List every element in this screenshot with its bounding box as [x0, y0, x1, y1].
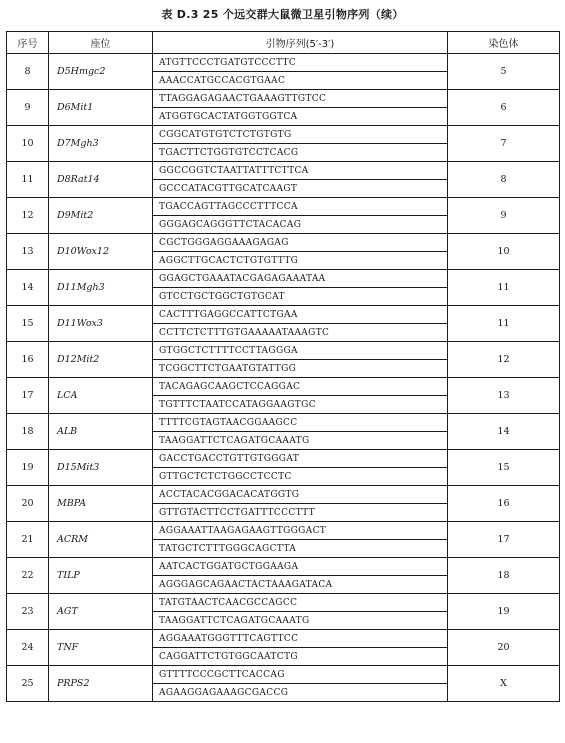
row-index: 14	[7, 270, 49, 306]
forward-primer: CACTTTGAGGCCATTCTGAA	[153, 306, 448, 324]
row-chromosome: X	[448, 666, 560, 702]
forward-primer: AATCACTGGATGCTGGAAGA	[153, 558, 448, 576]
table-row	[7, 90, 560, 108]
row-locus: D6Mit1	[49, 90, 153, 126]
reverse-primer: AGAAGGAGAAAGCGACCG	[153, 684, 448, 702]
row-index: 12	[7, 198, 49, 234]
row-locus: TILP	[49, 558, 153, 594]
forward-primer: GGAGCTGAAATACGAGAGAAATAA	[153, 270, 448, 288]
row-index: 10	[7, 126, 49, 162]
row-locus: D5Hmgc2	[49, 54, 153, 90]
header-index: 序号	[7, 32, 49, 54]
row-chromosome: 13	[448, 378, 560, 414]
header-chromosome: 染色体	[448, 32, 560, 54]
reverse-primer: AGGGAGCAGAACTACTAAAGATACA	[153, 576, 448, 594]
row-chromosome: 9	[448, 198, 560, 234]
row-chromosome: 17	[448, 522, 560, 558]
table-row	[7, 234, 560, 252]
row-index: 8	[7, 54, 49, 90]
row-index: 24	[7, 630, 49, 666]
row-chromosome: 10	[448, 234, 560, 270]
table-row	[7, 342, 560, 360]
table-row	[7, 270, 560, 288]
row-locus: ACRM	[49, 522, 153, 558]
row-index: 19	[7, 450, 49, 486]
table-row	[7, 378, 560, 396]
row-index: 20	[7, 486, 49, 522]
reverse-primer: GTTGTACTTCCTGATTTCCCTTT	[153, 504, 448, 522]
forward-primer: GTGGCTCTTTTCCTTAGGGA	[153, 342, 448, 360]
row-index: 23	[7, 594, 49, 630]
table-row	[7, 306, 560, 324]
row-chromosome: 15	[448, 450, 560, 486]
row-locus: D8Rat14	[49, 162, 153, 198]
reverse-primer: TAAGGATTCTCAGATGCAAATG	[153, 432, 448, 450]
row-index: 11	[7, 162, 49, 198]
table-row	[7, 54, 560, 72]
row-chromosome: 12	[448, 342, 560, 378]
row-index: 17	[7, 378, 49, 414]
table-body	[7, 54, 560, 702]
forward-primer: TTTTCGTAGTAACGGAAGCC	[153, 414, 448, 432]
row-locus: D11Mgh3	[49, 270, 153, 306]
row-index: 13	[7, 234, 49, 270]
header-row	[7, 32, 560, 54]
row-locus: D9Mit2	[49, 198, 153, 234]
reverse-primer: TGACTTCTGGTGTCCTCACG	[153, 144, 448, 162]
header-locus: 座位	[49, 32, 153, 54]
row-chromosome: 5	[448, 54, 560, 90]
row-chromosome: 19	[448, 594, 560, 630]
forward-primer: TTAGGAGAGAACTGAAAGTTGTCC	[153, 90, 448, 108]
reverse-primer: GCCCATACGTTGCATCAAGT	[153, 180, 448, 198]
table-row	[7, 666, 560, 684]
forward-primer: ATGTTCCCTGATGTCCCTTC	[153, 54, 448, 72]
reverse-primer: TATGCTCTTTGGGCAGCTTA	[153, 540, 448, 558]
table-row	[7, 198, 560, 216]
row-chromosome: 18	[448, 558, 560, 594]
forward-primer: TGACCAGTTAGCCCTTTCCA	[153, 198, 448, 216]
reverse-primer: AGGCTTGCACTCTGTGTTTG	[153, 252, 448, 270]
row-index: 21	[7, 522, 49, 558]
row-chromosome: 16	[448, 486, 560, 522]
row-locus: MBPA	[49, 486, 153, 522]
table-row	[7, 162, 560, 180]
row-locus: D12Mit2	[49, 342, 153, 378]
row-chromosome: 11	[448, 270, 560, 306]
primer-table	[6, 31, 560, 702]
row-chromosome: 14	[448, 414, 560, 450]
table-row	[7, 486, 560, 504]
forward-primer: ACCTACACGGACACATGGTG	[153, 486, 448, 504]
forward-primer: AGGAAATTAAGAGAAGTTGGGACT	[153, 522, 448, 540]
forward-primer: TATGTAACTCAACGCCAGCC	[153, 594, 448, 612]
row-chromosome: 6	[448, 90, 560, 126]
row-locus: AGT	[49, 594, 153, 630]
reverse-primer: AAACCATGCCACGTGAAC	[153, 72, 448, 90]
row-index: 22	[7, 558, 49, 594]
header-sequence: 引物序列(5′-3′)	[153, 32, 448, 54]
table-row	[7, 126, 560, 144]
forward-primer: GTTTTCCCGCTTCACCAG	[153, 666, 448, 684]
forward-primer: CGCTGGGAGGAAAGAGAG	[153, 234, 448, 252]
reverse-primer: TCGGCTTCTGAATGTATTGG	[153, 360, 448, 378]
row-locus: D10Wox12	[49, 234, 153, 270]
reverse-primer: GTCCTGCTGGCTGTGCAT	[153, 288, 448, 306]
row-index: 18	[7, 414, 49, 450]
row-locus: D11Wox3	[49, 306, 153, 342]
forward-primer: AGGAAATGGGTTTCAGTTCC	[153, 630, 448, 648]
row-index: 25	[7, 666, 49, 702]
row-locus: LCA	[49, 378, 153, 414]
table-row	[7, 594, 560, 612]
forward-primer: GGCCGGTCTAATTATTTCTTCA	[153, 162, 448, 180]
forward-primer: CGGCATGTGTCTCTGTGTG	[153, 126, 448, 144]
row-index: 15	[7, 306, 49, 342]
forward-primer: GACCTGACCTGTTGTGGGAT	[153, 450, 448, 468]
row-locus: ALB	[49, 414, 153, 450]
reverse-primer: CCTTCTCTTTGTGAAAAATAAAGTC	[153, 324, 448, 342]
row-locus: TNF	[49, 630, 153, 666]
row-locus: D15Mit3	[49, 450, 153, 486]
reverse-primer: GTTGCTCTCTGGCCTCCTC	[153, 468, 448, 486]
reverse-primer: TGTTTCTAATCCATAGGAAGTGC	[153, 396, 448, 414]
table-row	[7, 414, 560, 432]
row-locus: PRPS2	[49, 666, 153, 702]
reverse-primer: GGGAGCAGGGTTCTACACAG	[153, 216, 448, 234]
row-index: 9	[7, 90, 49, 126]
table-row	[7, 522, 560, 540]
row-index: 16	[7, 342, 49, 378]
row-chromosome: 8	[448, 162, 560, 198]
row-chromosome: 7	[448, 126, 560, 162]
table-row	[7, 450, 560, 468]
reverse-primer: CAGGATTCTGTGGCAATCTG	[153, 648, 448, 666]
table-row	[7, 558, 560, 576]
reverse-primer: ATGGTGCACTATGGTGGTCA	[153, 108, 448, 126]
row-chromosome: 20	[448, 630, 560, 666]
row-chromosome: 11	[448, 306, 560, 342]
forward-primer: TACAGAGCAAGCTCCAGGAC	[153, 378, 448, 396]
reverse-primer: TAAGGATTCTCAGATGCAAATG	[153, 612, 448, 630]
table-caption: 表 D.3 25 个远交群大鼠微卫星引物序列（续）	[161, 8, 404, 21]
table-row	[7, 630, 560, 648]
row-locus: D7Mgh3	[49, 126, 153, 162]
